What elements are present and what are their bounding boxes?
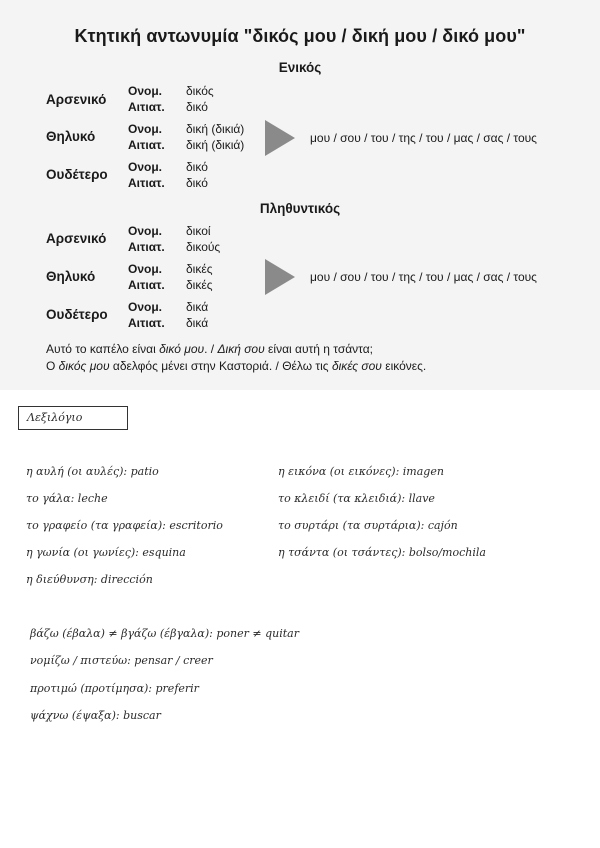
case-acc-label: Αιτιατ. <box>128 176 165 190</box>
plural-fem-label: Θηλυκό <box>46 269 96 284</box>
example-highlight: δικός μου <box>58 359 110 373</box>
form-cell: δικό <box>186 160 208 174</box>
vocab-entry: το συρτάρι (τα συρτάρια): cajón <box>278 519 458 532</box>
case-nom-label: Ονομ. <box>128 160 163 174</box>
example-text: αδελφός μένει στην Καστοριά. / Θέλω τις <box>109 359 332 373</box>
form-cell: δικούς <box>186 240 221 254</box>
verb-entry: βάζω (έβαλα) ≠ βγάζω (έβγαλα): poner ≠ quitar <box>30 627 299 640</box>
case-nom-label: Ονομ. <box>128 300 163 314</box>
case-nom-label: Ονομ. <box>128 122 163 136</box>
vocab-entry: η αυλή (οι αυλές): patio <box>26 465 159 478</box>
singular-masc-label: Αρσενικό <box>46 92 107 107</box>
singular-heading: Ενικός <box>278 60 322 75</box>
example-text: . / <box>204 342 218 356</box>
vocabulary-box-label: Λεξιλόγιο <box>27 411 83 424</box>
example-highlight: δικό μου <box>159 342 205 356</box>
vocab-entry: η εικόνα (οι εικόνες): imagen <box>278 465 444 478</box>
page-title: Κτητική αντωνυμία "δικός μου / δική μου / δικό μου" <box>74 26 526 46</box>
printed-grammar-section <box>0 0 600 390</box>
example-text: Ο <box>46 359 59 373</box>
form-cell: δικές <box>186 278 213 292</box>
plural-endings: μου / σου / του / της / του / μας / σας / τους <box>310 270 537 284</box>
plural-heading: Πληθυντικός <box>259 201 341 216</box>
form-cell: δικοί <box>186 224 211 238</box>
example-highlight: δικές σου <box>331 359 382 373</box>
example-text: Αυτό το καπέλο είναι <box>46 342 160 356</box>
example-sentence-2 <box>46 359 426 373</box>
case-nom-label: Ονομ. <box>128 84 163 98</box>
singular-fem-label: Θηλυκό <box>46 129 96 144</box>
case-acc-label: Αιτιατ. <box>128 316 165 330</box>
form-cell: δικό <box>186 100 208 114</box>
form-cell: δικές <box>186 262 213 276</box>
vocab-entry: η γωνία (οι γωνίες): esquina <box>26 546 186 559</box>
example-sentence-1 <box>46 342 373 356</box>
verb-entry: νομίζω / πιστεύω: pensar / creer <box>30 654 213 667</box>
example-text: εικόνες. <box>381 359 427 373</box>
verb-entry: προτιμώ (προτίμησα): preferir <box>30 682 199 695</box>
singular-neut-label: Ουδέτερο <box>46 167 108 182</box>
verb-entry: ψάχνω (έψαξα): buscar <box>30 709 161 722</box>
form-cell: δικός <box>186 84 214 98</box>
form-cell: δικά <box>186 300 209 314</box>
case-nom-label: Ονομ. <box>128 224 163 238</box>
plural-masc-label: Αρσενικό <box>46 231 107 246</box>
case-acc-label: Αιτιατ. <box>128 138 165 152</box>
plural-neut-label: Ουδέτερο <box>46 307 108 322</box>
form-cell: δικό <box>186 176 208 190</box>
form-cell: δικά <box>186 316 209 330</box>
singular-endings: μου / σου / του / της / του / μας / σας / τους <box>310 131 537 145</box>
vocab-entry: το γάλα: leche <box>26 492 108 505</box>
vocab-entry: η διεύθυνση: dirección <box>26 573 153 586</box>
example-text: είναι αυτή η τσάντα; <box>264 342 374 356</box>
case-nom-label: Ονομ. <box>128 262 163 276</box>
form-cell: δική (δικιά) <box>186 138 245 152</box>
case-acc-label: Αιτιατ. <box>128 278 165 292</box>
case-acc-label: Αιτιατ. <box>128 240 165 254</box>
vocabulary-box <box>18 406 128 430</box>
vocab-entry: το γραφείο (τα γραφεία): escritorio <box>26 519 223 532</box>
vocab-entry: η τσάντα (οι τσάντες): bolso/mochila <box>278 546 486 559</box>
form-cell: δική (δικιά) <box>186 122 245 136</box>
vocab-entry: το κλειδί (τα κλειδιά): llave <box>278 492 435 505</box>
example-highlight: Δική σου <box>217 342 265 356</box>
arrow-right-icon <box>265 120 295 156</box>
arrow-right-icon <box>265 259 295 295</box>
case-acc-label: Αιτιατ. <box>128 100 165 114</box>
